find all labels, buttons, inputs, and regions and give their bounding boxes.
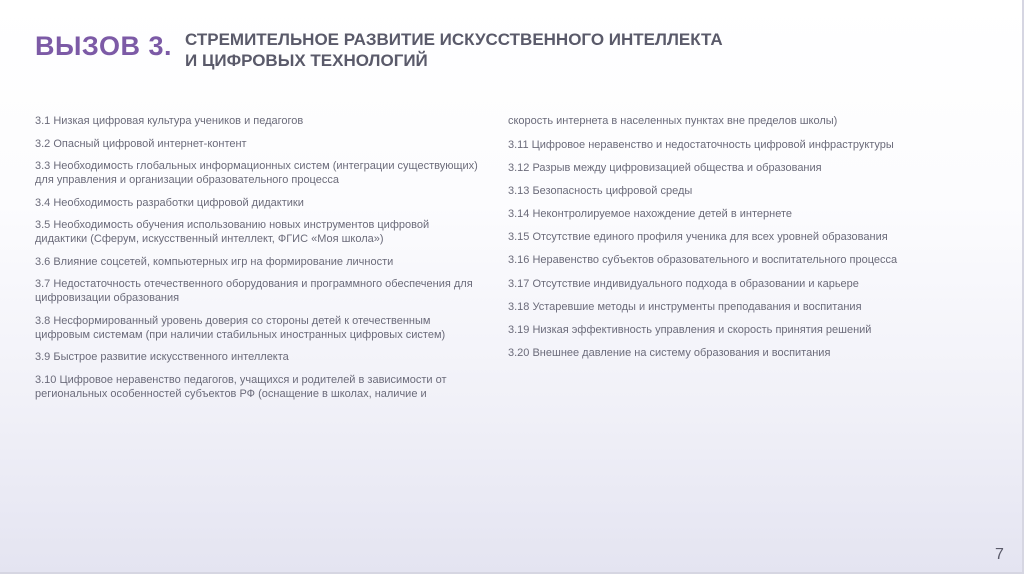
list-item: 3.17 Отсутствие индивидуального подхода в образовании и карьере xyxy=(508,277,859,290)
list-item-continuation: скорость интернета в населенных пунктах вне пределов школы) xyxy=(508,115,838,127)
list-item: 3.18 Устаревшие методы и инструменты преподавания и воспитания xyxy=(508,300,862,313)
slide-title-line-1: СТРЕМИТЕЛЬНОЕ РАЗВИТИЕ ИСКУССТВЕННОГО ИНТЕЛЛЕКТА xyxy=(185,30,723,49)
list-item: 3.5 Необходимость обучения использованию новых инструментов цифровой дидактики (Сферум, искусственный интеллект, ФГИС «Моя школа») xyxy=(35,219,430,245)
slide-title-line-2: И ЦИФРОВЫХ ТЕХНОЛОГИЙ xyxy=(185,51,428,70)
list-item: 3.19 Низкая эффективность управления и скорость принятия решений xyxy=(508,324,872,336)
list-item: 3.3 Необходимость глобальных информационных систем (интеграции существующих) для управления и организации образовательного процесса xyxy=(35,160,478,186)
left-column xyxy=(35,114,480,409)
list-item: 3.9 Быстрое развитие искусственного интеллекта xyxy=(35,351,289,363)
list-item: 3.15 Отсутствие единого профиля ученика для всех уровней образования xyxy=(508,231,888,244)
list-item: 3.8 Несформированный уровень доверия со стороны детей к отечественным цифровым системам (при наличии стабильных иностранных цифровых систем) xyxy=(35,314,446,341)
list-item: 3.14 Неконтролируемое нахождение детей в интернете xyxy=(508,208,792,221)
list-item: 3.7 Недостаточность отечественного оборудования и программного обеспечения для цифровизации образования xyxy=(35,278,473,304)
page-number: 7 xyxy=(995,546,1004,563)
slide-title xyxy=(185,29,825,71)
list-item: 3.20 Внешнее давление на систему образования и воспитания xyxy=(508,347,831,360)
list-item: 3.1 Низкая цифровая культура учеников и педагогов xyxy=(35,115,304,127)
right-column xyxy=(508,114,978,369)
list-item: 3.12 Разрыв между цифровизацией общества и образования xyxy=(508,161,822,174)
list-item: 3.2 Опасный цифровой интернет-контент xyxy=(35,137,247,150)
list-item: 3.4 Необходимость разработки цифровой дидактики xyxy=(35,196,304,209)
list-item: 3.10 Цифровое неравенство педагогов, учащихся и родителей в зависимости от региональных особенностей субъектов РФ (оснащение в школах, наличие и xyxy=(35,373,447,400)
list-item: 3.16 Неравенство субъектов образовательного и воспитательного процесса xyxy=(508,254,898,267)
challenge-label: ВЫЗОВ 3. xyxy=(35,31,173,61)
list-item: 3.13 Безопасность цифровой среды xyxy=(508,184,693,197)
list-item: 3.11 Цифровое неравенство и недостаточность цифровой инфраструктуры xyxy=(508,138,894,151)
list-item: 3.6 Влияние соцсетей, компьютерных игр на формирование личности xyxy=(35,255,394,268)
